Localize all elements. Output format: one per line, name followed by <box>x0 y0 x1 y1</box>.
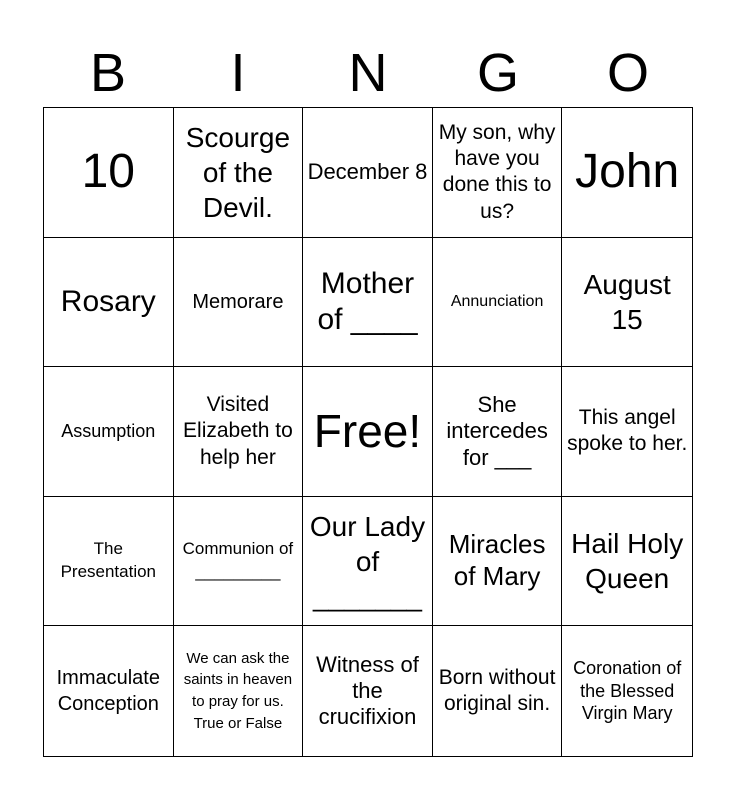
bingo-cell-r2-c1[interactable]: Visited Elizabeth to help her <box>174 367 304 497</box>
header-letter-n: N <box>348 43 388 103</box>
bingo-cell-r1-c3[interactable]: Annunciation <box>433 238 563 368</box>
bingo-cell-r1-c2[interactable]: Mother of ____ <box>303 238 433 368</box>
bingo-cell-r1-c1[interactable]: Memorare <box>174 238 304 368</box>
bingo-cell-r2-c3[interactable]: She intercedes for ___ <box>433 367 563 497</box>
bingo-cell-r3-c0[interactable]: The Presentation <box>44 497 174 627</box>
bingo-cell-r2-c2-free[interactable]: Free! <box>303 367 433 497</box>
bingo-cell-r2-c0[interactable]: Assumption <box>44 367 174 497</box>
bingo-cell-r0-c1[interactable]: Scourge of the Devil. <box>174 108 304 238</box>
bingo-cell-r4-c2[interactable]: Witness of the crucifixion <box>303 626 433 756</box>
bingo-cell-r4-c3[interactable]: Born without original sin. <box>433 626 563 756</box>
header-letter-o: O <box>606 43 649 103</box>
bingo-cell-r1-c4[interactable]: August 15 <box>562 238 692 368</box>
header-letter-g: G <box>476 43 519 103</box>
bingo-cell-r1-c0[interactable]: Rosary <box>44 238 174 368</box>
bingo-header <box>43 40 693 106</box>
bingo-cell-r4-c0[interactable]: Immaculate Conception <box>44 626 174 756</box>
bingo-cell-r4-c1[interactable]: We can ask the saints in heaven to pray for us. True or False <box>174 626 304 756</box>
bingo-board <box>43 107 693 757</box>
bingo-cell-r3-c4[interactable]: Hail Holy Queen <box>562 497 692 627</box>
bingo-cell-r0-c2[interactable]: December 8 <box>303 108 433 238</box>
bingo-cell-r3-c3[interactable]: Miracles of Mary <box>433 497 563 627</box>
header-letter-b: B <box>89 43 127 103</box>
bingo-cell-r3-c1[interactable]: Communion of _________ <box>174 497 304 627</box>
header-letter-i: I <box>230 43 246 103</box>
bingo-cell-r0-c0[interactable]: 10 <box>44 108 174 238</box>
bingo-cell-r0-c4[interactable]: John <box>562 108 692 238</box>
bingo-cell-r2-c4[interactable]: This angel spoke to her. <box>562 367 692 497</box>
bingo-cell-r4-c4[interactable]: Coronation of the Blessed Virgin Mary <box>573 658 682 724</box>
bingo-cell-r3-c2[interactable]: Our Lady of _______ <box>303 497 433 627</box>
bingo-cell-r0-c3[interactable]: My son, why have you done this to us? <box>433 108 563 238</box>
